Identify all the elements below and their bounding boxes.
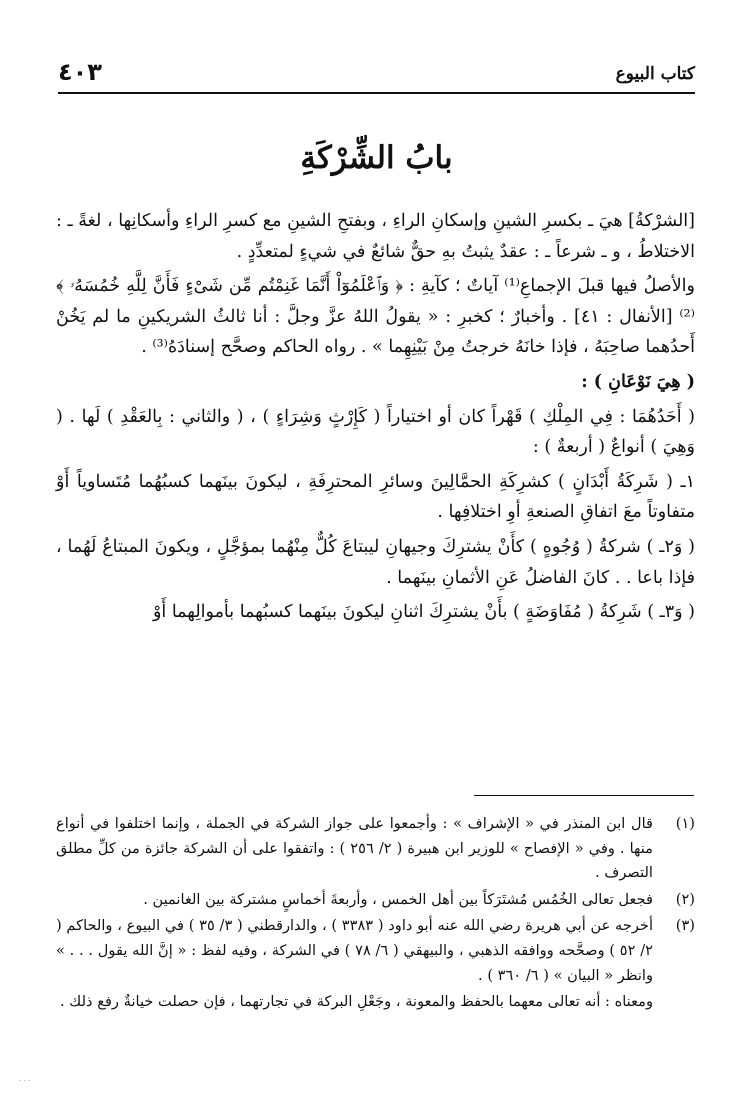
footnote-item xyxy=(56,888,695,913)
paragraph-evidence: والأصلُ فيها قبلَ الإجماعِ⁽¹⁾ آياتٌ ؛ كآيةِ : ﴿ وَٱعْلَمُوٓاْ أَنَّمَا غَنِمْتُم مِّن شَىْءٍ فَأَنَّ لِلَّهِ خُمُسَهُۥ ﴾⁽²⁾ [الأنفال : ٤١] . وأخبارٌ ؛ كخبرِ : « يقولُ اللهُ عزَّ وجلَّ : أنا ثالثُ الشريكينِ ما لم يَخُنْ أَحدُهما صاحِبَهُ ، فإذا خانَهُ خرجتُ مِنْ بَيْنِهِما » . رواه الحاكم وصحَّح إسنادَهُ⁽³⁾ . xyxy=(56,276,695,358)
page-number: ٤٠٣ xyxy=(58,58,102,86)
footnote-number: (٣) xyxy=(675,917,695,935)
footnote-item xyxy=(56,812,695,886)
paragraph-two-types: ( أَحَدُهُمَا : فِي المِلْكِ ) قَهْراً كان أو اختياراً ( كَإِرْثٍ وَشِرَاءٍ ) ، ( والثاني : بِالعَقْدِ ) لَها . ( وَهِيَ ) أنواعٌ ( أربعةٌ ) : xyxy=(56,406,695,458)
paragraph-abdan: ١ـ ( شَرِكَةُ أَبْدَانٍ ) كشرِكَةِ الحمَّالِينَ وسائرِ المحترِفَةِ ، ليكونَ بينَهما كسبُهُما مُتَساوياً أَوْ متفاوتاً معَ اتفاقِ الصنعةِ أوِ اختلافِها . xyxy=(56,471,695,523)
paragraph-wujuh: ( وَ٢ـ ) شركةُ ( وُجُوهٍ ) كأَنْ يشترِكَ وجيهانِ ليبتاعَ كُلٌّ مِنْهُما بمؤجَّلٍ ، ويكونَ المبتاعُ لَهُما ، فإذا باعا . . كانَ الفاضلُ عَنِ الأثمانِ بينَهما . xyxy=(56,536,695,588)
chapter-title: بابُ الشِّرْكَةِ xyxy=(300,140,453,176)
paragraph-types-heading: ( هِيَ نَوْعَانِ ) : xyxy=(581,371,695,392)
footnote-number: (٢) xyxy=(675,890,695,908)
footnote-continuation xyxy=(56,990,695,1015)
paragraph-mufawada: ( وَ٣ـ ) شَرِكةُ ( مُفَاوَضَةٍ ) بأَنْ يشترِكَ اثنانِ ليكونَ بينَهما كسبُهما بأموالِهما أَوْ xyxy=(152,602,695,623)
footnote-divider xyxy=(474,795,694,796)
corner-mark: ˙˙˙ xyxy=(18,1080,32,1090)
footnote-text: أخرجه عن أبي هريرة رضي الله عنه أبو داود ( ٣٣٨٣ ) ، والدارقطني ( ٣/ ٣٥ ) في البيوع ، والحاكم ( ٢/ ٥٢ ) وصحَّحه ووافقه الذهبي ، والبيهقي ( ٦/ ٧٨ ) في الشركة ، وفيه لفظ : « إنَّ الله يقول . . . » وانظر « البيان » ( ٦/ ٣٦٠ ) . xyxy=(56,917,653,984)
footnote-item xyxy=(56,914,695,988)
footnote-text: ومعناه : أنه تعالى معهما بالحفظ والمعونة ، وجَعْلِ البركة في تجارتهما ، فإن حصلت خيانةٌ رفع ذلك . xyxy=(60,993,653,1011)
footnote-number: (١) xyxy=(675,815,695,832)
paragraph-definition: [الشرْكةُ] هيَ ـ بكسرِ الشينِ وإسكانِ الراءِ ، وبفتحِ الشينِ مع كسرِ الراءِ وأسكانِها ، لغةً ـ : الاختلاطُ ، و ـ شرعاً ـ : عقدٌ يثبتُ بهِ حقٌّ شائعٌ في شيءٍ لمتعدِّدٍ . xyxy=(56,211,695,262)
main-text xyxy=(56,206,695,632)
running-title: كتاب البيوع xyxy=(615,64,695,84)
page-header xyxy=(58,52,695,94)
footnote-text: قال ابن المنذر في « الإشراف » : وأجمعوا على جواز الشركة في الجملة ، وإنما اختلفوا في أنواع منها . وفي « الإفصاح » للوزير ابن هبيرة ( ٢/ ٢٥٦ ) : واتفقوا على أن الشركة جائزة من كلِّ مطلق التصرف . xyxy=(56,815,653,882)
footnotes xyxy=(56,812,695,1017)
footnote-text: فجعل تعالى الخُمُس مُشتَرَكاً بين أهل الخمس ، وأربعةَ أخماسٍ مشتركة بين الغانمين . xyxy=(143,890,653,908)
